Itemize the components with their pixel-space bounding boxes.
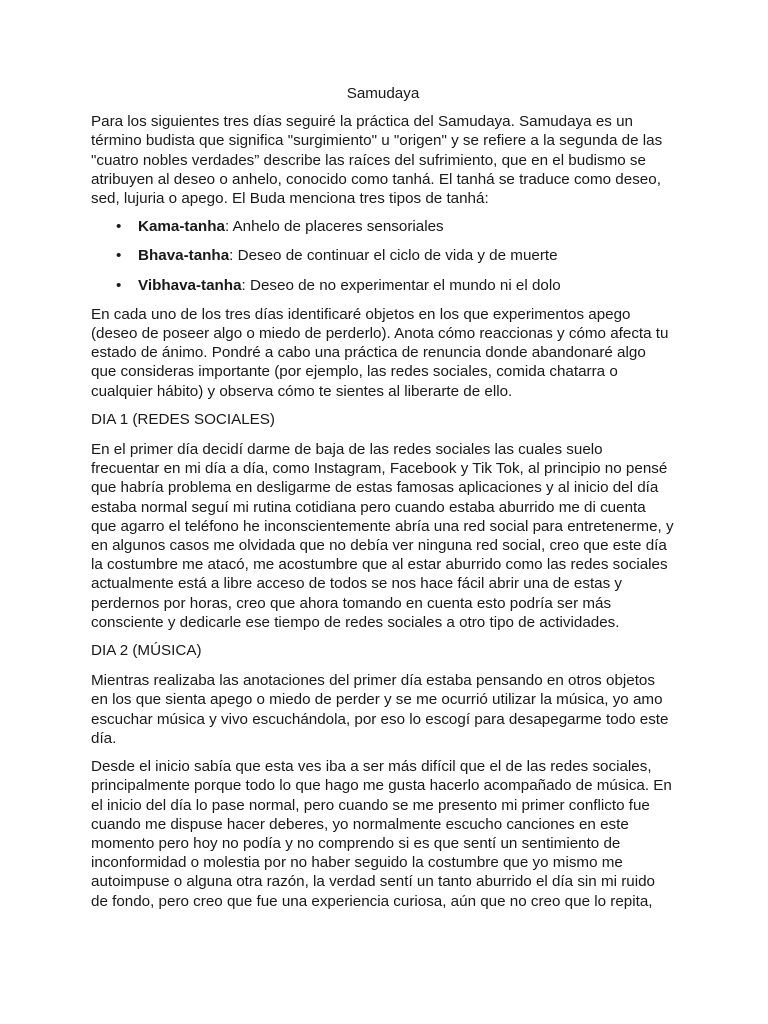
bullet-icon: • bbox=[116, 276, 122, 294]
tanha-term: Bhava-tanha bbox=[138, 247, 230, 265]
day1-heading: DIA 1 (REDES SOCIALES) bbox=[91, 410, 275, 428]
list-item bbox=[116, 276, 675, 295]
tanha-description: : Deseo de continuar el ciclo de vida y de muerte bbox=[229, 247, 558, 265]
tanha-term: Kama-tanha bbox=[138, 218, 225, 236]
list-item bbox=[116, 246, 675, 265]
document-page bbox=[91, 84, 675, 920]
bullet-icon: • bbox=[116, 218, 122, 236]
day1-paragraph: En el primer día decidí darme de baja de las redes sociales las cuales suelo frecuentar en mi día a día, como Instagram, Facebook y Tik Tok, al principio no pensé que habría problema en desligarme de estas famosas aplicaciones y al inicio del día estaba normal seguí mi rutina cotidiana pero cuando estaba aburrido me di cuenta que agarro el teléfono he inconscientemente abría una red social para entretenerme, y en algunos casos me olvidada que no debía ver ninguna red social, creo que este día la costumbre me atacó, me acostumbre que al estar aburrido como las redes sociales actualmente está a libre acceso de todos se nos hace fácil abrir una de estas y perdernos por horas, creo que ahora tomando en cuenta esto podría ser más consciente y dedicarle ese tiempo de redes sociales a otro tipo de actividades. bbox=[91, 441, 674, 631]
day2-paragraph-1: Mientras realizaba las anotaciones del primer día estaba pensando en otros objetos en los que sienta apego o miedo de perder y se me ocurrió utilizar la música, yo amo escuchar música y vivo escuchándola, por eso lo escogí para desapegarme todo este día. bbox=[91, 672, 669, 747]
day2-heading: DIA 2 (MÚSICA) bbox=[91, 642, 202, 660]
day2-paragraph-2: Desde el inicio sabía que esta ves iba a ser más difícil que el de las redes sociales, principalmente porque todo lo que hago me gusta hacerlo acompañado de música. En el inicio del día lo pase normal, pero cuando se me presento mi primer conflicto fue cuando me dispuse hacer deberes, yo normalmente escucho canciones en este momento pero hoy no podía y no comprendo si es que sentí un sentimiento de inconformidad o molestia por no haber seguido la costumbre que yo mismo me autoimpuse o alguna otra razón, la verdad sentí un tanto aburrido el día sin mi ruido de fondo, pero creo que fue una experiencia curiosa, aún que no creo que lo repita, bbox=[91, 758, 672, 910]
bullet-icon: • bbox=[116, 247, 122, 265]
instructions-paragraph: En cada uno de los tres días identificaré objetos en los que experimentos apego (deseo de poseer algo o miedo de perderlo). Anota cómo reaccionas y cómo afecta tu estado de ánimo. Pondré a cabo una práctica de renuncia donde abandonaré algo que consideras importante (por ejemplo, las redes sociales, comida chatarra o cualquier hábito) y observa cómo te sientes al liberarte de ello. bbox=[91, 305, 669, 400]
tanha-description: : Deseo de no experimentar el mundo ni el dolo bbox=[241, 276, 561, 294]
document-title: Samudaya bbox=[346, 85, 420, 102]
tanha-term: Vibhava-tanha bbox=[138, 276, 242, 294]
intro-paragraph: Para los siguientes tres días seguiré la práctica del Samudaya. Samudaya es un término budista que significa "surgimiento" u "origen" y se refiere a la segunda de las "cuatro nobles verdades” describe las raíces del sufrimiento, que en el budismo se atribuyen al deseo o anhelo, conocido como tanhá. El tanhá se traduce como deseo, sed, lujuria o apego. El Buda menciona tres tipos de tanhá: bbox=[91, 113, 663, 208]
tanha-types-list bbox=[91, 217, 675, 295]
list-item bbox=[116, 217, 675, 236]
tanha-description: : Anhelo de placeres sensoriales bbox=[224, 218, 444, 236]
